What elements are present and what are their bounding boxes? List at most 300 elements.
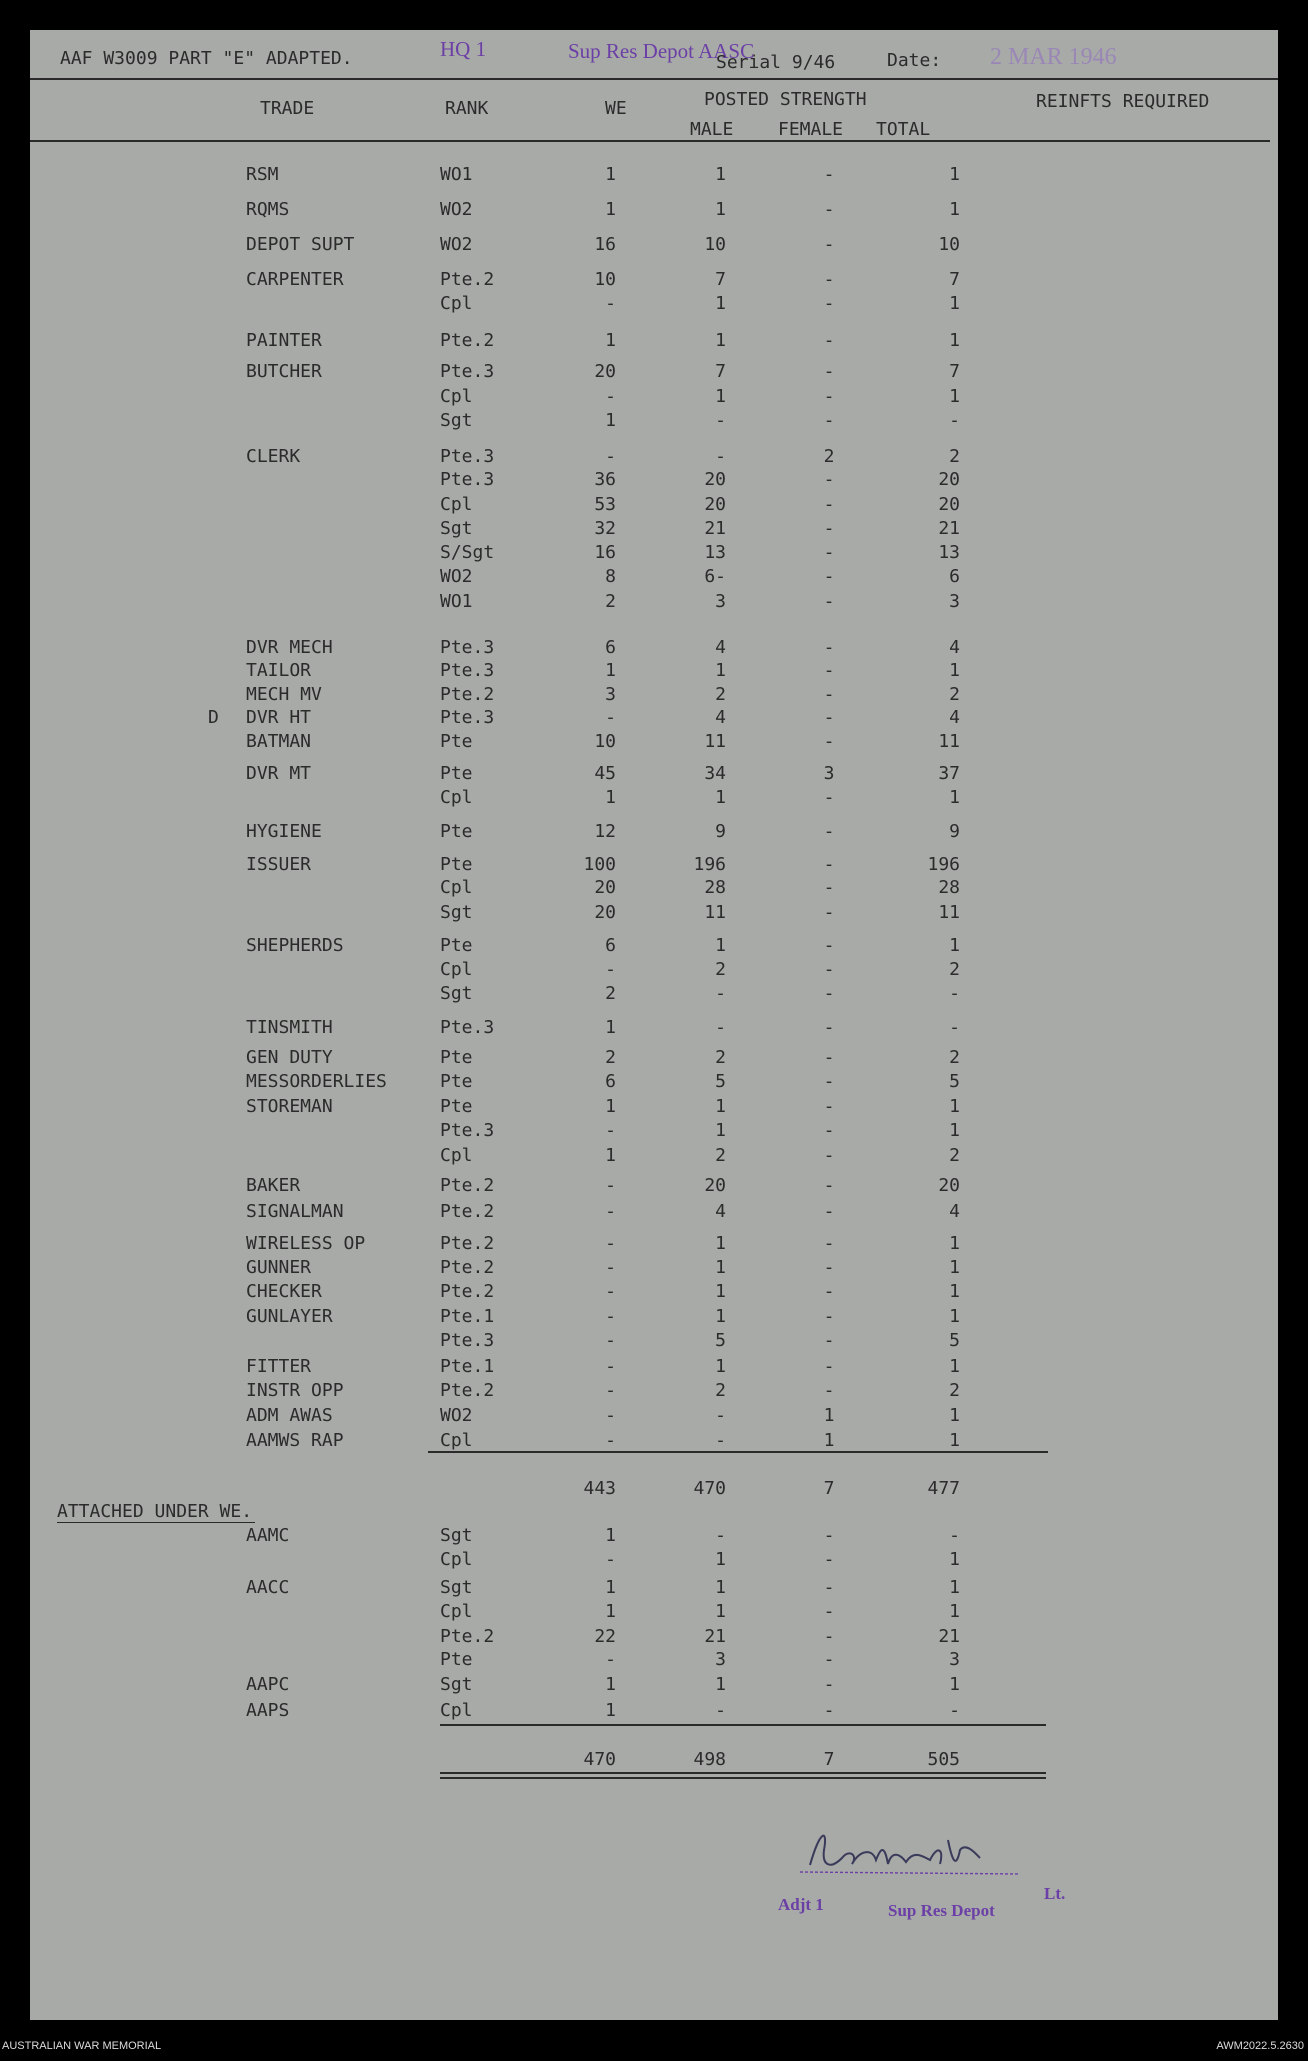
row-female-cell: - bbox=[823, 959, 835, 980]
row-male-cell: 1 bbox=[715, 1281, 726, 1302]
row-rank-cell: Sgt bbox=[440, 902, 473, 923]
row-rank-cell: Pte bbox=[440, 763, 473, 784]
row-male-cell: - bbox=[715, 983, 726, 1004]
row-trade-cell: MESSORDERLIES bbox=[246, 1071, 387, 1092]
row-rank-cell: Pte bbox=[440, 821, 473, 842]
header-rule bbox=[30, 78, 1278, 80]
row-total-cell: 4 bbox=[949, 707, 960, 728]
row-male-cell: 1 bbox=[715, 293, 726, 314]
row-trade-cell: SHEPHERDS bbox=[246, 935, 344, 956]
row-trade-cell: FITTER bbox=[246, 1356, 312, 1377]
attached-row-rank-cell: Cpl bbox=[440, 1700, 473, 1721]
row-rank-cell: WO1 bbox=[440, 164, 473, 185]
row-female-cell: - bbox=[823, 1257, 835, 1278]
row-total-cell: 20 bbox=[938, 469, 960, 490]
row-rank-cell: Sgt bbox=[440, 983, 473, 1004]
row-we-cell: 53 bbox=[594, 494, 616, 515]
row-rank-cell: Cpl bbox=[440, 959, 473, 980]
row-trade-cell: DVR MECH bbox=[246, 637, 333, 658]
subtotal-total: 477 bbox=[927, 1478, 960, 1499]
row-trade-cell: ISSUER bbox=[246, 854, 312, 875]
row-female-cell: - bbox=[823, 731, 835, 752]
attached-row-we-cell: 1 bbox=[605, 1525, 616, 1546]
attached-row-male-cell: - bbox=[715, 1700, 726, 1721]
row-female-cell: - bbox=[823, 199, 835, 220]
row-total-cell: 2 bbox=[949, 959, 960, 980]
row-we-cell: 1 bbox=[605, 660, 616, 681]
attached-row-trade-cell: AACC bbox=[246, 1577, 290, 1598]
row-trade-cell: CHECKER bbox=[246, 1281, 322, 1302]
row-we-cell: - bbox=[605, 1201, 616, 1222]
row-male-cell: 2 bbox=[715, 1047, 726, 1068]
row-trade-cell: INSTR OPP bbox=[246, 1380, 344, 1401]
attached-row-total-cell: 1 bbox=[949, 1601, 960, 1622]
row-rank-cell: Pte.2 bbox=[440, 1201, 495, 1222]
attached-row-male-cell: 1 bbox=[715, 1549, 726, 1570]
attached-row-total-cell: - bbox=[949, 1525, 960, 1546]
row-rank-cell: WO1 bbox=[440, 591, 473, 612]
row-we-cell: 2 bbox=[605, 1047, 616, 1068]
row-female-cell: - bbox=[823, 1096, 835, 1117]
row-female-cell: - bbox=[823, 566, 835, 587]
attached-row-total-cell: - bbox=[949, 1700, 960, 1721]
row-we-cell: 12 bbox=[594, 821, 616, 842]
attached-row-rank-cell: Pte bbox=[440, 1649, 473, 1670]
attached-row-female-cell: - bbox=[823, 1626, 835, 1647]
attached-row-we-cell: 1 bbox=[605, 1700, 616, 1721]
row-total-cell: 1 bbox=[949, 660, 960, 681]
row-we-cell: 1 bbox=[605, 1017, 616, 1038]
row-rank-cell: Pte.1 bbox=[440, 1356, 495, 1377]
row-male-cell: - bbox=[715, 1405, 726, 1426]
attached-row-rank-cell: Cpl bbox=[440, 1549, 473, 1570]
row-male-cell: 1 bbox=[715, 330, 726, 351]
subtotal-male: 470 bbox=[693, 1478, 726, 1499]
row-female-cell: 2 bbox=[823, 446, 835, 467]
row-rank-cell: Cpl bbox=[440, 293, 473, 314]
attached-row-rank-cell: Sgt bbox=[440, 1674, 473, 1695]
row-trade-cell: RSM bbox=[246, 164, 279, 185]
row-female-cell: 3 bbox=[823, 763, 835, 784]
row-we-cell: - bbox=[605, 1281, 616, 1302]
row-we-cell: 1 bbox=[605, 330, 616, 351]
row-we-cell: 1 bbox=[605, 164, 616, 185]
row-we-cell: 10 bbox=[594, 731, 616, 752]
attached-row-rank-cell: Pte.2 bbox=[440, 1626, 495, 1647]
row-male-cell: 3 bbox=[715, 591, 726, 612]
row-rank-cell: S/Sgt bbox=[440, 542, 495, 563]
row-trade-cell: GUNLAYER bbox=[246, 1306, 333, 1327]
row-total-cell: 5 bbox=[949, 1330, 960, 1351]
row-total-cell: 1 bbox=[949, 1306, 960, 1327]
row-we-cell: - bbox=[605, 959, 616, 980]
attached-row-male-cell: 1 bbox=[715, 1674, 726, 1695]
row-we-cell: 1 bbox=[605, 199, 616, 220]
row-rank-cell: Pte.2 bbox=[440, 269, 495, 290]
row-total-cell: 1 bbox=[949, 386, 960, 407]
row-male-cell: 20 bbox=[704, 1175, 726, 1196]
col-reinfts: REINFTS REQUIRED bbox=[1036, 91, 1210, 112]
row-total-cell: 28 bbox=[938, 877, 960, 898]
row-female-cell: - bbox=[823, 877, 835, 898]
row-male-cell: 1 bbox=[715, 1356, 726, 1377]
attached-row-total-cell: 3 bbox=[949, 1649, 960, 1670]
row-we-cell: - bbox=[605, 1257, 616, 1278]
row-female-cell: - bbox=[823, 1330, 835, 1351]
col-we: WE bbox=[605, 98, 627, 119]
row-female-cell: - bbox=[823, 684, 835, 705]
row-male-cell: 1 bbox=[715, 164, 726, 185]
row-male-cell: 1 bbox=[715, 660, 726, 681]
row-female-cell: - bbox=[823, 1175, 835, 1196]
row-trade-cell: ADM AWAS bbox=[246, 1405, 333, 1426]
row-rank-cell: Pte.3 bbox=[440, 361, 495, 382]
row-we-cell: 3 bbox=[605, 684, 616, 705]
row-female-cell: - bbox=[823, 707, 835, 728]
row-female-cell: - bbox=[823, 854, 835, 875]
row-male-cell: 1 bbox=[715, 1120, 726, 1141]
row-total-cell: 6 bbox=[949, 566, 960, 587]
row-rank-cell: Pte.1 bbox=[440, 1306, 495, 1327]
row-male-cell: 34 bbox=[704, 763, 726, 784]
row-male-cell: 7 bbox=[715, 269, 726, 290]
row-male-cell: 1 bbox=[715, 1233, 726, 1254]
row-female-cell: - bbox=[823, 518, 835, 539]
row-we-cell: 1 bbox=[605, 1096, 616, 1117]
row-female-cell: - bbox=[823, 542, 835, 563]
row-we-cell: - bbox=[605, 293, 616, 314]
row-male-cell: 7 bbox=[715, 361, 726, 382]
row-total-cell: 1 bbox=[949, 935, 960, 956]
row-trade-cell: MECH MV bbox=[246, 684, 322, 705]
row-trade-cell: CLERK bbox=[246, 446, 301, 467]
row-we-cell: 1 bbox=[605, 1145, 616, 1166]
col-rank: RANK bbox=[445, 98, 489, 119]
row-we-cell: 6 bbox=[605, 637, 616, 658]
row-trade-cell: DVR HT bbox=[246, 707, 312, 728]
attached-row-we-cell: 1 bbox=[605, 1577, 616, 1598]
row-male-cell: 4 bbox=[715, 707, 726, 728]
row-we-cell: - bbox=[605, 1306, 616, 1327]
row-total-cell: 1 bbox=[949, 1356, 960, 1377]
col-posted-strength: POSTED STRENGTH bbox=[704, 89, 867, 110]
document-sheet bbox=[30, 30, 1278, 2020]
row-rank-cell: Cpl bbox=[440, 386, 473, 407]
row-female-cell: - bbox=[823, 361, 835, 382]
row-margin-mark: D bbox=[208, 707, 219, 728]
row-rank-cell: Pte.2 bbox=[440, 330, 495, 351]
col-female: FEMALE bbox=[778, 119, 844, 140]
row-female-cell: - bbox=[823, 1380, 835, 1401]
row-trade-cell: SIGNALMAN bbox=[246, 1201, 344, 1222]
attached-row-rank-cell: Cpl bbox=[440, 1601, 473, 1622]
row-rank-cell: Cpl bbox=[440, 787, 473, 808]
row-female-cell: - bbox=[823, 935, 835, 956]
row-female-cell: - bbox=[823, 787, 835, 808]
row-total-cell: 1 bbox=[949, 199, 960, 220]
row-we-cell: 32 bbox=[594, 518, 616, 539]
row-male-cell: - bbox=[715, 1430, 726, 1451]
grand-total-female: 7 bbox=[823, 1749, 835, 1770]
row-rank-cell: WO2 bbox=[440, 234, 473, 255]
row-female-cell: - bbox=[823, 1233, 835, 1254]
row-male-cell: 4 bbox=[715, 637, 726, 658]
date-label: Date: bbox=[887, 50, 942, 71]
attached-row-total-cell: 1 bbox=[949, 1577, 960, 1598]
attached-row-male-cell: - bbox=[715, 1525, 726, 1546]
row-male-cell: 1 bbox=[715, 787, 726, 808]
row-total-cell: 1 bbox=[949, 1257, 960, 1278]
row-rank-cell: Sgt bbox=[440, 518, 473, 539]
row-female-cell: - bbox=[823, 386, 835, 407]
attached-row-rank-cell: Sgt bbox=[440, 1577, 473, 1598]
row-male-cell: 1 bbox=[715, 199, 726, 220]
row-trade-cell: RQMS bbox=[246, 199, 290, 220]
row-total-cell: 13 bbox=[938, 542, 960, 563]
row-we-cell: - bbox=[605, 446, 616, 467]
attached-row-female-cell: - bbox=[823, 1700, 835, 1721]
row-male-cell: 4 bbox=[715, 1201, 726, 1222]
row-female-cell: - bbox=[823, 1017, 835, 1038]
row-rank-cell: Pte.3 bbox=[440, 660, 495, 681]
row-male-cell: 13 bbox=[704, 542, 726, 563]
double-rule-top bbox=[440, 1772, 1046, 1774]
row-female-cell: - bbox=[823, 591, 835, 612]
grand-total-total: 505 bbox=[927, 1749, 960, 1770]
row-total-cell: 4 bbox=[949, 637, 960, 658]
row-we-cell: 6 bbox=[605, 1071, 616, 1092]
row-rank-cell: Pte.2 bbox=[440, 684, 495, 705]
attached-row-we-cell: - bbox=[605, 1649, 616, 1670]
col-trade: TRADE bbox=[260, 98, 315, 119]
row-female-cell: 1 bbox=[823, 1430, 835, 1451]
row-we-cell: 2 bbox=[605, 591, 616, 612]
row-rank-cell: Pte.3 bbox=[440, 1330, 495, 1351]
subtotal-female: 7 bbox=[823, 1478, 835, 1499]
row-male-cell: 9 bbox=[715, 821, 726, 842]
row-female-cell: - bbox=[823, 293, 835, 314]
subtotal-rule bbox=[428, 1451, 1048, 1453]
attached-row-male-cell: 1 bbox=[715, 1577, 726, 1598]
row-female-cell: - bbox=[823, 637, 835, 658]
row-total-cell: 1 bbox=[949, 1430, 960, 1451]
row-male-cell: 1 bbox=[715, 386, 726, 407]
attached-heading: ATTACHED UNDER WE. bbox=[57, 1501, 253, 1522]
row-female-cell: - bbox=[823, 983, 835, 1004]
row-total-cell: 10 bbox=[938, 234, 960, 255]
row-total-cell: 1 bbox=[949, 1233, 960, 1254]
col-male: MALE bbox=[690, 119, 734, 140]
row-we-cell: 1 bbox=[605, 410, 616, 431]
row-total-cell: 2 bbox=[949, 446, 960, 467]
row-total-cell: 1 bbox=[949, 1096, 960, 1117]
row-trade-cell: AAMWS RAP bbox=[246, 1430, 344, 1451]
row-male-cell: 11 bbox=[704, 902, 726, 923]
row-male-cell: 1 bbox=[715, 935, 726, 956]
row-female-cell: - bbox=[823, 1306, 835, 1327]
row-rank-cell: Pte.2 bbox=[440, 1281, 495, 1302]
attached-row-female-cell: - bbox=[823, 1525, 835, 1546]
row-we-cell: - bbox=[605, 1356, 616, 1377]
row-male-cell: 5 bbox=[715, 1330, 726, 1351]
row-rank-cell: Pte.3 bbox=[440, 1120, 495, 1141]
row-we-cell: 20 bbox=[594, 902, 616, 923]
row-total-cell: 11 bbox=[938, 902, 960, 923]
row-trade-cell: DEPOT SUPT bbox=[246, 234, 355, 255]
row-rank-cell: Cpl bbox=[440, 1430, 473, 1451]
row-we-cell: 45 bbox=[594, 763, 616, 784]
row-rank-cell: Pte.2 bbox=[440, 1257, 495, 1278]
row-total-cell: 4 bbox=[949, 1201, 960, 1222]
row-rank-cell: Pte.3 bbox=[440, 1017, 495, 1038]
row-female-cell: - bbox=[823, 660, 835, 681]
row-female-cell: - bbox=[823, 1356, 835, 1377]
row-female-cell: - bbox=[823, 1281, 835, 1302]
double-rule-bottom bbox=[440, 1777, 1046, 1779]
row-we-cell: 8 bbox=[605, 566, 616, 587]
row-female-cell: 1 bbox=[823, 1405, 835, 1426]
row-we-cell: 20 bbox=[594, 361, 616, 382]
unit-hq: HQ 1 bbox=[440, 37, 487, 61]
row-total-cell: 1 bbox=[949, 1120, 960, 1141]
row-male-cell: 1 bbox=[715, 1306, 726, 1327]
row-rank-cell: Pte bbox=[440, 731, 473, 752]
row-female-cell: - bbox=[823, 494, 835, 515]
row-trade-cell: GUNNER bbox=[246, 1257, 312, 1278]
attached-row-female-cell: - bbox=[823, 1601, 835, 1622]
row-trade-cell: WIRELESS OP bbox=[246, 1233, 366, 1254]
row-female-cell: - bbox=[823, 410, 835, 431]
row-male-cell: - bbox=[715, 446, 726, 467]
row-male-cell: 2 bbox=[715, 959, 726, 980]
signature-rank: Lt. bbox=[1044, 1884, 1066, 1903]
row-total-cell: 5 bbox=[949, 1071, 960, 1092]
attached-row-male-cell: 21 bbox=[704, 1626, 726, 1647]
row-male-cell: 10 bbox=[704, 234, 726, 255]
row-total-cell: 7 bbox=[949, 269, 960, 290]
row-we-cell: 100 bbox=[583, 854, 616, 875]
attached-row-female-cell: - bbox=[823, 1549, 835, 1570]
row-trade-cell: BUTCHER bbox=[246, 361, 322, 382]
attached-row-we-cell: - bbox=[605, 1549, 616, 1570]
row-we-cell: 36 bbox=[594, 469, 616, 490]
row-we-cell: 16 bbox=[594, 234, 616, 255]
row-total-cell: 1 bbox=[949, 1405, 960, 1426]
row-we-cell: 16 bbox=[594, 542, 616, 563]
row-total-cell: 2 bbox=[949, 684, 960, 705]
row-rank-cell: Pte.3 bbox=[440, 446, 495, 467]
row-rank-cell: Cpl bbox=[440, 1145, 473, 1166]
row-we-cell: - bbox=[605, 1330, 616, 1351]
row-male-cell: 11 bbox=[704, 731, 726, 752]
row-total-cell: 1 bbox=[949, 293, 960, 314]
attached-row-female-cell: - bbox=[823, 1577, 835, 1598]
grand-total-we: 470 bbox=[583, 1749, 616, 1770]
row-female-cell: - bbox=[823, 1071, 835, 1092]
row-trade-cell: STOREMAN bbox=[246, 1096, 333, 1117]
row-male-cell: 20 bbox=[704, 469, 726, 490]
row-male-cell: 2 bbox=[715, 1145, 726, 1166]
row-male-cell: 1 bbox=[715, 1257, 726, 1278]
row-rank-cell: Pte.3 bbox=[440, 637, 495, 658]
row-female-cell: - bbox=[823, 234, 835, 255]
row-trade-cell: CARPENTER bbox=[246, 269, 344, 290]
row-we-cell: - bbox=[605, 386, 616, 407]
row-male-cell: 21 bbox=[704, 518, 726, 539]
row-rank-cell: Cpl bbox=[440, 494, 473, 515]
attached-row-we-cell: 1 bbox=[605, 1601, 616, 1622]
row-rank-cell: Pte.2 bbox=[440, 1380, 495, 1401]
row-trade-cell: TINSMITH bbox=[246, 1017, 333, 1038]
row-total-cell: 1 bbox=[949, 330, 960, 351]
row-female-cell: - bbox=[823, 269, 835, 290]
attached-heading-underline bbox=[57, 1522, 255, 1523]
row-rank-cell: Pte.3 bbox=[440, 469, 495, 490]
row-rank-cell: Sgt bbox=[440, 410, 473, 431]
row-trade-cell: TAILOR bbox=[246, 660, 312, 681]
row-male-cell: 196 bbox=[693, 854, 726, 875]
row-we-cell: - bbox=[605, 1120, 616, 1141]
row-female-cell: - bbox=[823, 164, 835, 185]
attached-row-total-cell: 1 bbox=[949, 1674, 960, 1695]
row-female-cell: - bbox=[823, 469, 835, 490]
row-trade-cell: HYGIENE bbox=[246, 821, 322, 842]
row-male-cell: 20 bbox=[704, 494, 726, 515]
row-we-cell: - bbox=[605, 1380, 616, 1401]
attached-row-total-cell: 21 bbox=[938, 1626, 960, 1647]
row-male-cell: 5 bbox=[715, 1071, 726, 1092]
row-total-cell: 2 bbox=[949, 1047, 960, 1068]
row-total-cell: 37 bbox=[938, 763, 960, 784]
footer-reference: AWM2022.5.2630 bbox=[1216, 2040, 1304, 2052]
attached-row-total-cell: 1 bbox=[949, 1549, 960, 1570]
grand-total-rule bbox=[440, 1724, 1046, 1726]
row-female-cell: - bbox=[823, 821, 835, 842]
row-trade-cell: BATMAN bbox=[246, 731, 312, 752]
row-female-cell: - bbox=[823, 330, 835, 351]
attached-row-we-cell: 22 bbox=[594, 1626, 616, 1647]
row-female-cell: - bbox=[823, 902, 835, 923]
row-rank-cell: Pte bbox=[440, 1071, 473, 1092]
attached-row-trade-cell: AAPC bbox=[246, 1674, 290, 1695]
row-rank-cell: Pte bbox=[440, 935, 473, 956]
row-total-cell: - bbox=[949, 410, 960, 431]
row-female-cell: - bbox=[823, 1201, 835, 1222]
row-we-cell: - bbox=[605, 1405, 616, 1426]
attached-row-female-cell: - bbox=[823, 1649, 835, 1670]
row-male-cell: - bbox=[715, 1017, 726, 1038]
row-total-cell: 20 bbox=[938, 1175, 960, 1196]
handwritten-signature bbox=[780, 1820, 1040, 1890]
form-reference: AAF W3009 PART "E" ADAPTED. bbox=[60, 48, 353, 69]
row-we-cell: - bbox=[605, 1175, 616, 1196]
row-total-cell: 9 bbox=[949, 821, 960, 842]
row-we-cell: - bbox=[605, 1233, 616, 1254]
row-total-cell: 1 bbox=[949, 787, 960, 808]
row-rank-cell: WO2 bbox=[440, 199, 473, 220]
row-we-cell: 10 bbox=[594, 269, 616, 290]
date-stamp: 2 MAR 1946 bbox=[990, 44, 1117, 70]
row-we-cell: 20 bbox=[594, 877, 616, 898]
row-trade-cell: PAINTER bbox=[246, 330, 322, 351]
row-trade-cell: GEN DUTY bbox=[246, 1047, 333, 1068]
row-total-cell: 196 bbox=[927, 854, 960, 875]
row-we-cell: 6 bbox=[605, 935, 616, 956]
attached-row-trade-cell: AAPS bbox=[246, 1700, 290, 1721]
row-total-cell: 1 bbox=[949, 1281, 960, 1302]
row-trade-cell: BAKER bbox=[246, 1175, 301, 1196]
row-rank-cell: Cpl bbox=[440, 877, 473, 898]
